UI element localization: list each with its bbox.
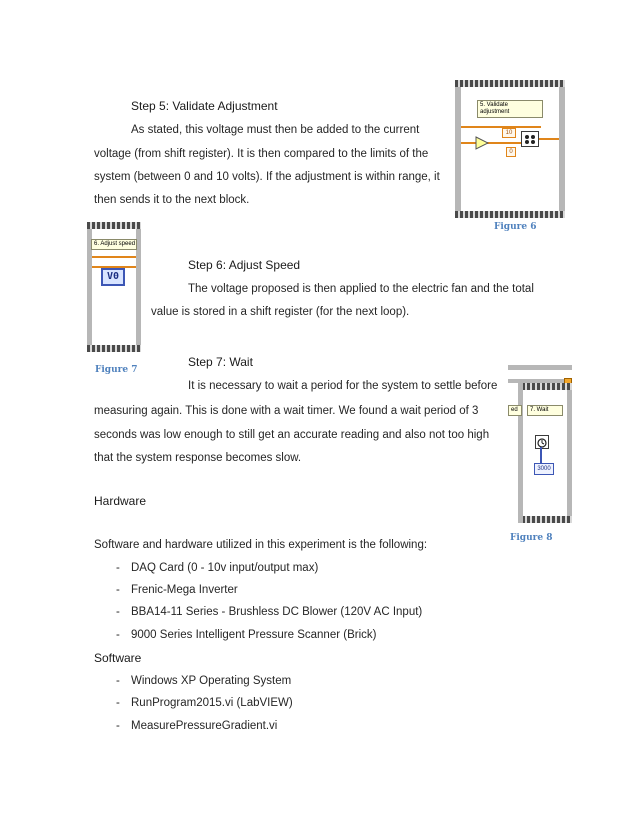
fig7-label: 6. Adjust speed bbox=[91, 239, 137, 250]
figure-7-diagram bbox=[87, 222, 141, 352]
figure-7-caption: Figure 7 bbox=[95, 365, 138, 375]
step7-line-3: seconds was low enough to still get an accurate reading and also not too high bbox=[94, 429, 490, 441]
step5-line-3: system (between 0 and 10 volts). If the adjustment is within range, it bbox=[94, 171, 440, 183]
step5-line-1: As stated, this voltage must then be added to the current bbox=[131, 124, 420, 136]
step5-heading: Step 5: Validate Adjustment bbox=[131, 99, 278, 113]
step6-heading: Step 6: Adjust Speed bbox=[188, 258, 301, 272]
step7-line-1: It is necessary to wait a period for the system to settle before bbox=[188, 380, 498, 392]
step5-line-4: then sends it to the next block. bbox=[94, 194, 250, 206]
list-marker: - bbox=[116, 562, 120, 574]
step7-line-4: that the system response becomes slow. bbox=[94, 452, 302, 464]
figure-8-caption: Figure 8 bbox=[510, 533, 553, 543]
fig6-const-10: 10 bbox=[502, 128, 516, 138]
in-range-node-icon bbox=[521, 131, 539, 147]
wait-timer-icon bbox=[535, 435, 549, 449]
list-marker: - bbox=[116, 675, 120, 687]
fig8-side-label: ed bbox=[508, 405, 522, 416]
compare-triangle-icon bbox=[475, 136, 489, 150]
figure-6-diagram bbox=[455, 80, 565, 218]
hardware-item-2: Frenic-Mega Inverter bbox=[131, 584, 238, 596]
step7-heading: Step 7: Wait bbox=[188, 355, 253, 369]
step5-line-2: voltage (from shift register). It is then compared to the limits of the bbox=[94, 148, 429, 160]
list-marker: - bbox=[116, 584, 120, 596]
fig8-label: 7. Wait bbox=[527, 405, 563, 416]
step6-line-1: The voltage proposed is then applied to the electric fan and the total bbox=[188, 283, 534, 295]
hardware-intro: Software and hardware utilized in this experiment is the following: bbox=[94, 539, 428, 551]
software-item-2: RunProgram2015.vi (LabVIEW) bbox=[131, 697, 293, 709]
step6-line-2: value is stored in a shift register (for the next loop). bbox=[151, 306, 410, 318]
figure-6-caption: Figure 6 bbox=[494, 222, 537, 232]
figure-8-diagram bbox=[508, 365, 572, 523]
fig7-node-icon: V0 bbox=[101, 268, 125, 286]
list-marker: - bbox=[116, 606, 120, 618]
software-item-3: MeasurePressureGradient.vi bbox=[131, 720, 278, 732]
fig6-label: 5. Validate adjustment bbox=[477, 100, 543, 118]
software-heading: Software bbox=[94, 651, 142, 665]
software-item-1: Windows XP Operating System bbox=[131, 675, 292, 687]
hardware-item-3: BBA14-11 Series - Brushless DC Blower (120V AC Input) bbox=[131, 606, 423, 618]
hardware-item-4: 9000 Series Intelligent Pressure Scanner (Brick) bbox=[131, 629, 377, 641]
hardware-heading: Hardware bbox=[94, 494, 147, 508]
step7-line-2: measuring again. This is done with a wait timer. We found a wait period of 3 bbox=[94, 405, 479, 417]
list-marker: - bbox=[116, 720, 120, 732]
list-marker: - bbox=[116, 629, 120, 641]
fig8-const-3000: 3000 bbox=[534, 463, 554, 475]
hardware-item-1: DAQ Card (0 - 10v input/output max) bbox=[131, 562, 319, 574]
list-marker: - bbox=[116, 697, 120, 709]
fig6-const-0: 0 bbox=[506, 147, 516, 157]
